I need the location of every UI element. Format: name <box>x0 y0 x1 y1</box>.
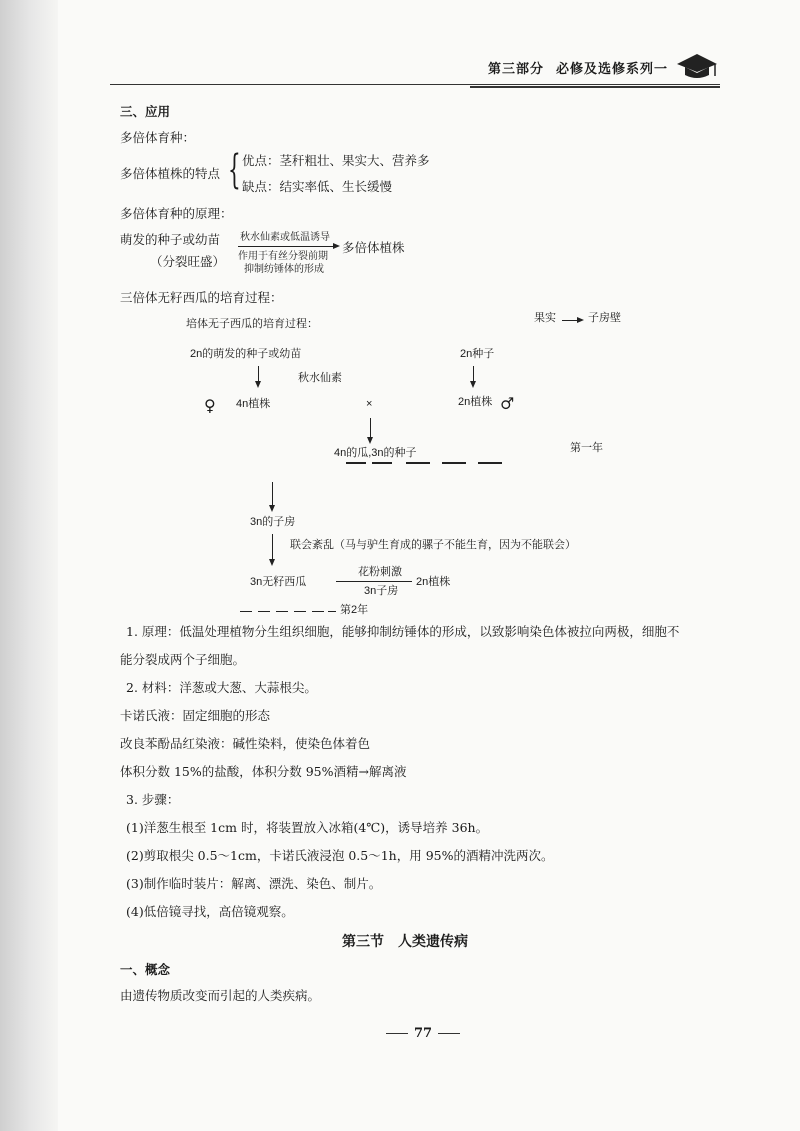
header-rule <box>110 84 720 85</box>
arrow-down-4 <box>272 482 273 506</box>
ovary-3n: 3n的子房 <box>250 516 296 528</box>
carnoy-solution: 卡诺氏液：固定细胞的形态 <box>120 708 271 723</box>
year-1: 第一年 <box>570 442 603 454</box>
concept-text: 由遗传物质改变而引起的人类疾病。 <box>120 988 321 1003</box>
fruit-4n: 4n的瓜,3n的种子 <box>334 447 417 459</box>
concept-heading: 一、概念 <box>120 962 171 977</box>
page-number-value: 77 <box>414 1026 433 1041</box>
header-series: 必修及选修系列一 <box>556 62 669 77</box>
arrow-label-bottom-1: 作用于有丝分裂前期 <box>238 251 328 262</box>
arrow-head <box>269 559 275 566</box>
synapsis-note: 联会紊乱（马与驴生育成的骡子不能生育，因为不能联会） <box>290 539 576 551</box>
trait-pro: 优点：茎秆粗壮、果实大、营养多 <box>242 153 430 168</box>
principle-label: 多倍体育种的原理： <box>120 206 233 221</box>
step-1: (1)洋葱生根至 1cm 时，将装置放入冰箱(4℃)，诱导培养 36h。 <box>126 820 489 835</box>
materials: 2. 材料：洋葱或大葱、大蒜根尖。 <box>126 680 317 695</box>
trait-con: 缺点：结实率低、生长缓慢 <box>242 179 393 194</box>
arrow-head <box>255 381 261 388</box>
arrow-label-bottom-2: 抑制纺锤体的形成 <box>244 264 324 275</box>
principle-line-1: 1. 原理：低温处理植物分生组织细胞，能够抑制纺锤体的形成，以致影响染色体被拉向两极，细胞不 <box>126 624 680 639</box>
arrow-head <box>367 437 373 444</box>
pollen-label: 花粉刺激 <box>358 566 402 578</box>
steps-label: 3. 步骤： <box>126 792 180 807</box>
arrow-label-top: 秋水仙素或低温诱导 <box>240 232 330 243</box>
dash <box>406 462 430 464</box>
result-label: 多倍体植株 <box>342 240 405 255</box>
arrow-down-3 <box>370 418 371 438</box>
dash <box>346 462 366 464</box>
step-2: (2)剪取根尖 0.5～1cm，卡诺氏液浸泡 0.5～1h，用 95%的酒精冲洗两次。 <box>126 848 554 863</box>
ovary-wall-label: 子房壁 <box>588 312 621 324</box>
dash <box>240 611 252 612</box>
step-4: (4)低倍镜寻找，高倍镜观察。 <box>126 904 294 919</box>
dash <box>328 611 336 612</box>
dash <box>312 611 324 612</box>
reaction-arrow <box>238 246 334 247</box>
principle-line-2: 能分裂成两个子细胞。 <box>120 652 246 667</box>
section-title: 第三节 人类遗传病 <box>342 934 468 950</box>
arrow-head <box>470 381 476 388</box>
dash <box>276 611 288 612</box>
dash <box>258 611 270 612</box>
stain-solution: 改良苯酚品红染液：碱性染料，使染色体着色 <box>120 736 371 751</box>
watermelon-3n: 3n无籽西瓜 <box>250 576 307 588</box>
seed-note: （分裂旺盛） <box>150 254 226 269</box>
triploid-title: 三倍体无籽西瓜的培育过程： <box>120 290 283 305</box>
colchicine-label: 秋水仙素 <box>298 372 342 384</box>
graduation-cap-icon <box>675 50 719 80</box>
header-rule-thick <box>470 86 720 88</box>
dash <box>478 462 502 464</box>
arrow-head <box>333 243 340 249</box>
dash <box>372 462 392 464</box>
seedling-2n: 2n的萌发的种子或幼苗 <box>190 348 302 360</box>
year-2: 第2年 <box>340 604 369 616</box>
cross-symbol: × <box>366 398 373 410</box>
plant-4n: 4n植株 <box>236 398 271 410</box>
female-symbol: ♀ <box>204 396 216 415</box>
fruit-arrow <box>562 320 578 321</box>
seed-label: 萌发的种子或幼苗 <box>120 232 221 247</box>
arrow-down-2 <box>473 366 474 382</box>
ovary-3n-b: 3n子房 <box>364 585 399 597</box>
seed-2n: 2n种子 <box>460 348 495 360</box>
running-header <box>488 58 668 77</box>
arrow-down-1 <box>258 366 259 382</box>
plant-2n: 2n植株 <box>458 396 493 408</box>
arrow-down-5 <box>272 534 273 560</box>
section-heading: 三、应用 <box>120 104 171 119</box>
dissociation-solution: 体积分数 15%的盐酸，体积分数 95%酒精→解离液 <box>120 764 407 779</box>
brace: { <box>228 147 241 193</box>
plant-2n-b: 2n植株 <box>416 576 451 588</box>
fruit-label: 果实 <box>534 312 556 324</box>
male-symbol: ♂ <box>500 394 515 413</box>
scan-shadow <box>0 0 58 1131</box>
breeding-label: 多倍体育种： <box>120 130 196 145</box>
step-3: (3)制作临时装片：解离、漂洗、染色、制片。 <box>126 876 382 891</box>
page-number <box>380 1026 466 1041</box>
dash <box>442 462 466 464</box>
arrow-head <box>269 505 275 512</box>
dash <box>294 611 306 612</box>
traits-label: 多倍体植株的特点 <box>120 166 221 181</box>
header-part: 第三部分 <box>488 62 545 77</box>
pollen-arrow <box>336 581 412 582</box>
fruit-arrow-head <box>577 317 584 323</box>
diagram-title: 培体无子西瓜的培育过程： <box>186 318 318 330</box>
